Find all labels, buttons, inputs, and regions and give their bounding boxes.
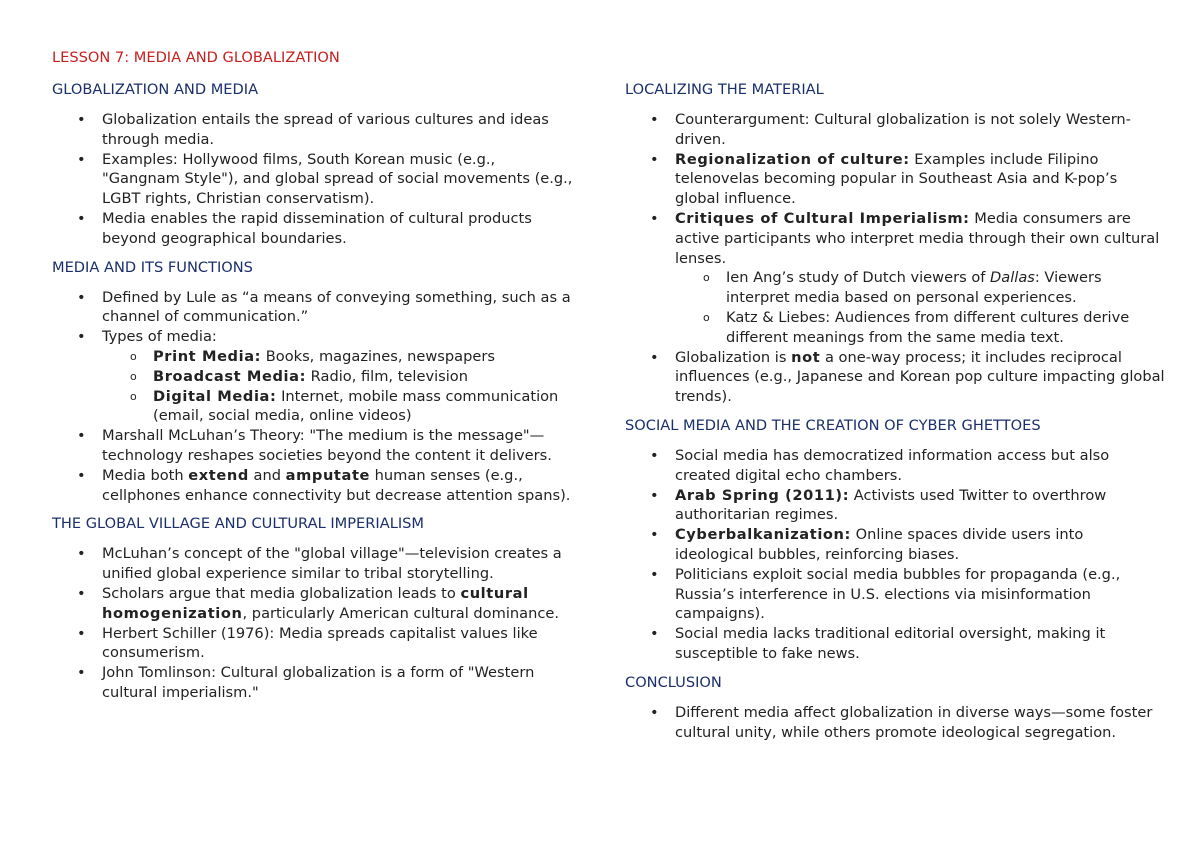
bullet-list-conclusion (625, 703, 1165, 743)
title-italic: Dallas (990, 269, 1035, 287)
bullet-list-globalization (52, 110, 577, 249)
term: Cyberbalkanization: (675, 526, 851, 544)
list-item (625, 348, 1165, 407)
list-item: • Different media affect globalization in diverse ways—some foster cultural unity, while others promote ideological segregation. (625, 703, 1165, 743)
term: Print Media: (153, 347, 262, 365)
term-desc: Radio, film, television (306, 367, 468, 385)
text: Online spaces divide users into ideological bubbles, reinforcing biases. (675, 526, 1084, 563)
lesson-title: LESSON 7: MEDIA AND GLOBALIZATION (52, 49, 340, 66)
list-item: • Examples: Hollywood films, South Korean music (e.g., "Gangnam Style"), and global spread of social movements (e.g., LGBT rights, Christian conservatism). (52, 150, 577, 209)
text: Activists used Twitter to overthrow authoritarian regimes. (675, 486, 1107, 524)
list-item (625, 486, 1165, 526)
text: human senses (e.g., cellphones enhance connectivity but decrease attention spans). (102, 466, 571, 504)
text: , particularly American cultural dominance. (242, 604, 559, 622)
sub-list-critiques (675, 268, 1165, 347)
sub-list-item: o Katz & Liebes: Audiences from different cultures derive different meanings from the same media text. (675, 308, 1165, 348)
list-item: • Defined by Lule as “a means of conveying something, such as a channel of communication.” (52, 288, 577, 328)
heading-conclusion: CONCLUSION (625, 673, 722, 691)
list-item: • Counterargument: Cultural globalization is not solely Western-driven. (625, 110, 1165, 150)
heading-globalization-and-media: GLOBALIZATION AND MEDIA (52, 81, 259, 98)
list-item: • Herbert Schiller (1976): Media spreads capitalist values like consumerism. (52, 624, 577, 664)
text: Scholars argue that media globalization leads to (102, 584, 461, 602)
text: Ien Ang’s study of Dutch viewers of (726, 269, 991, 287)
term: Regionalization of culture: (675, 150, 910, 168)
term-desc: Books, magazines, newspapers (261, 347, 495, 365)
list-item: • Social media has democratized information access but also created digital echo chambers. (625, 446, 1165, 486)
text: : Viewers interpret media based on personal experiences. (726, 269, 1102, 307)
bullet-list-localizing (625, 110, 1165, 407)
bullet-list-media-functions (52, 288, 577, 506)
sub-list-item (675, 268, 1165, 308)
term: Critiques of Cultural Imperialism: (675, 209, 970, 227)
heading-social-media: SOCIAL MEDIA AND THE CREATION OF CYBER GHETTOES (625, 416, 1041, 434)
heading-media-functions: MEDIA AND ITS FUNCTIONS (52, 258, 253, 276)
list-item (52, 584, 577, 624)
right-column (625, 48, 1165, 751)
text: and (248, 466, 286, 484)
bullet-list-global-village (52, 544, 577, 702)
text: a one-way process; it includes reciprocal influences (e.g., Japanese and Korean pop culture impacting global trends). (675, 348, 1165, 406)
list-item: • Marshall McLuhan’s Theory: "The medium is the message"—technology reshapes societies beyond the content it delivers. (52, 426, 577, 466)
sub-list-media-types (102, 347, 577, 426)
left-column (52, 48, 577, 712)
text: Media consumers are active participants who interpret media through their own cultural lenses. (675, 209, 1160, 267)
heading-localizing-material: LOCALIZING THE MATERIAL (625, 81, 824, 98)
text: Examples include Filipino telenovelas becoming popular in Southeast Asia and K-pop’s global influence. (675, 150, 1118, 208)
term: not (791, 348, 821, 366)
sub-list-item (102, 367, 577, 387)
bullet-list-social-media (625, 446, 1165, 664)
sub-list-item (102, 347, 577, 367)
list-item (52, 466, 577, 506)
list-item (625, 209, 1165, 348)
list-item: • John Tomlinson: Cultural globalization is a form of "Western cultural imperialism." (52, 663, 577, 703)
term: extend (188, 466, 249, 484)
term-desc: Internet, mobile mass communication (email, social media, online videos) (153, 387, 559, 425)
text: Globalization is (675, 348, 792, 366)
text: Media both (102, 466, 189, 484)
list-item: • McLuhan’s concept of the "global village"—television creates a unified global experience similar to tribal storytelling. (52, 544, 577, 584)
term: Broadcast Media: (153, 367, 307, 385)
term: Digital Media: (153, 387, 277, 405)
term: amputate (285, 466, 371, 484)
list-item (625, 525, 1165, 565)
term: Arab Spring (2011): (675, 486, 850, 504)
list-item: • Social media lacks traditional editorial oversight, making it susceptible to fake news. (625, 624, 1165, 664)
list-item-text: Types of media: (102, 328, 217, 346)
heading-global-village: THE GLOBAL VILLAGE AND CULTURAL IMPERIALISM (52, 515, 424, 533)
list-item: • Politicians exploit social media bubbles for propaganda (e.g., Russia’s interference in U.S. elections via misinformation campaigns). (625, 565, 1165, 624)
sub-list-item (102, 387, 577, 427)
list-item: • Media enables the rapid dissemination of cultural products beyond geographical boundaries. (52, 209, 577, 249)
list-item (52, 327, 577, 426)
list-item: • Globalization entails the spread of various cultures and ideas through media. (52, 110, 577, 150)
list-item (625, 150, 1165, 209)
term: cultural homogenization (102, 584, 529, 622)
